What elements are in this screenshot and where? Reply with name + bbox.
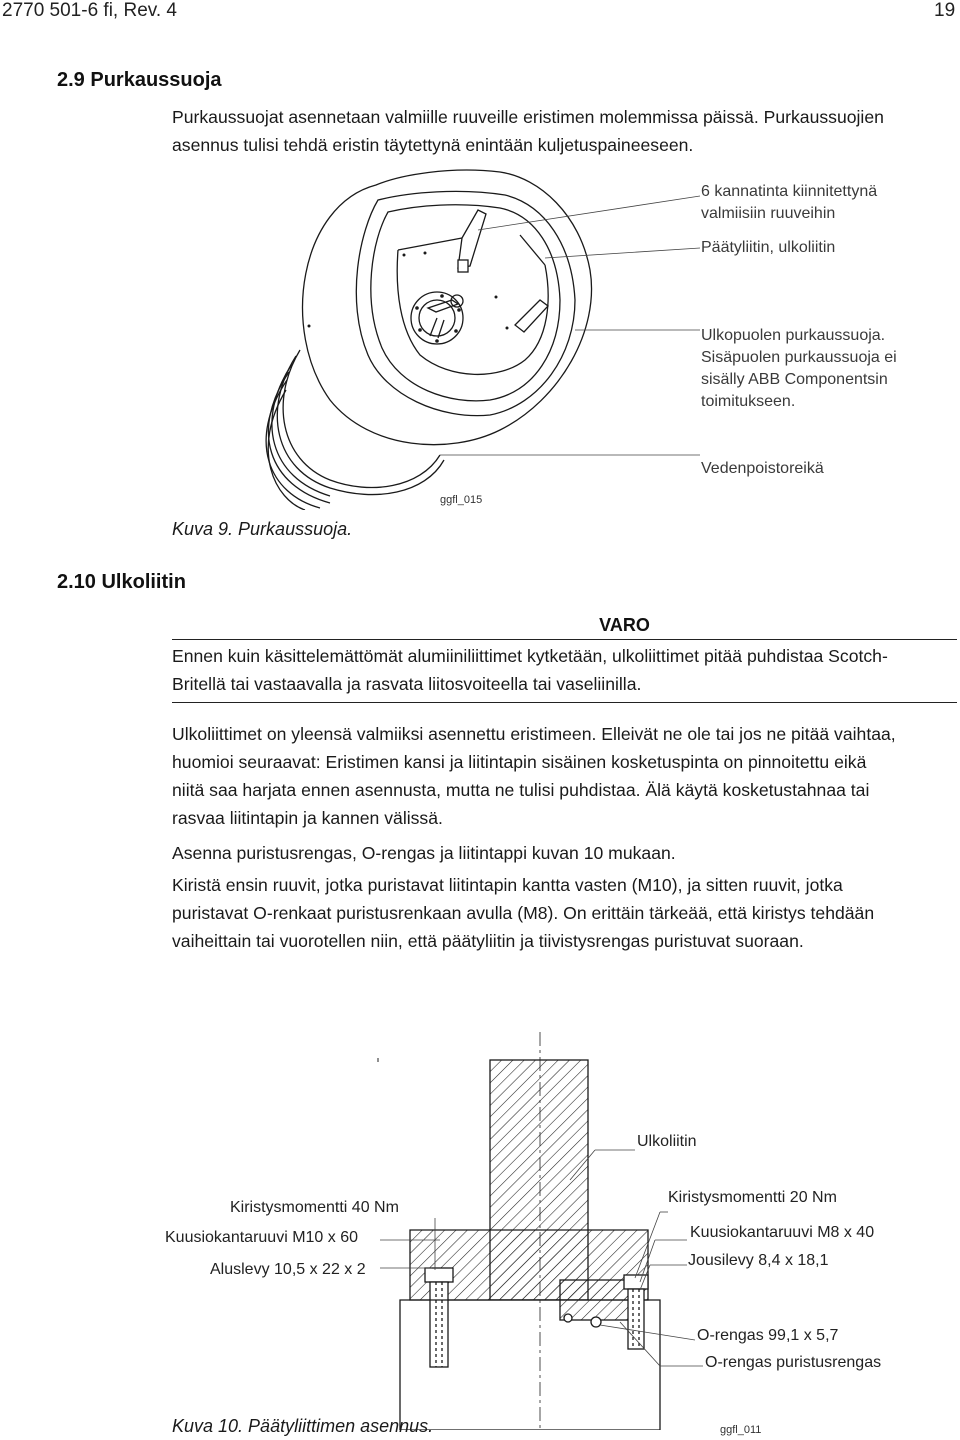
callout-line: valmiisiin ruuveihin <box>701 205 836 222</box>
callout-line: toimitukseen. <box>701 393 796 410</box>
paragraph-line: Ulkoliittimet on yleensä valmiiksi asennettu eristimeen. Elleivät ne ole tai jos ne pitää vaihtaa, <box>172 724 896 744</box>
label-screw-m10: Kuusiokantaruuvi M10 x 60 <box>165 1229 358 1246</box>
paragraph-line: puristavat O-renkaat puristusrenkaan avulla (M8). On erittäin tärkeää, että kiristys tehdään <box>172 903 875 923</box>
warning-line: Britellä tai vastaavalla ja rasvata liitosvoiteella tai vaseliinilla. <box>172 674 642 694</box>
figure-10-code: ggfl_011 <box>720 1424 762 1436</box>
section-heading-2-9: 2.9 Purkaussuoja <box>57 69 222 91</box>
label-o-ring: O-rengas 99,1 x 5,7 <box>697 1327 839 1344</box>
paragraph-line: rasvaa liitintapin ja kannen välissä. <box>172 808 443 828</box>
section-heading-2-10: 2.10 Ulkoliitin <box>57 571 186 593</box>
figure-10-caption: Kuva 10. Päätyliittimen asennus. <box>172 1416 434 1436</box>
label-washer: Aluslevy 10,5 x 22 x 2 <box>210 1261 366 1278</box>
paragraph-line: Purkaussuojat asennetaan valmiille ruuveille eristimen molemmissa päissä. Purkaussuojien <box>172 107 884 127</box>
label-spring-washer: Jousilevy 8,4 x 18,1 <box>688 1252 829 1269</box>
label-torque-20: Kiristysmomentti 20 Nm <box>668 1189 837 1206</box>
callout-line: Ulkopuolen purkaussuoja. <box>701 327 886 344</box>
callout-line: sisälly ABB Componentsin <box>701 371 888 388</box>
paragraph-line: Kiristä ensin ruuvit, jotka puristavat liitintapin kantta vasten (M10), ja sitten ruuvit, jotka <box>172 875 843 895</box>
warning-title: VARO <box>599 615 650 635</box>
label-screw-m8: Kuusiokantaruuvi M8 x 40 <box>690 1224 875 1241</box>
paragraph-line: niitä saa harjata ennen asennusta, mutta ne tulisi puhdistaa. Älä käytä kosketustahnaa tai <box>172 780 870 800</box>
paragraph-line: Asenna puristusrengas, O-rengas ja liitintappi kuvan 10 mukaan. <box>172 843 676 863</box>
paragraph-line: huomioi seuraavat: Eristimen kansi ja liitintapin sisäinen kosketuspinta on pinnoitettu eikä <box>172 752 867 772</box>
warning-line: Ennen kuin käsittelemättömät alumiiniliittimet kytketään, ulkoliittimet pitää puhdistaa Scotch- <box>172 646 888 666</box>
callout-line: Päätyliitin, ulkoliitin <box>701 239 836 256</box>
label-ulkoliitin: Ulkoliitin <box>637 1133 697 1150</box>
callout-line: Sisäpuolen purkaussuoja ei <box>701 349 897 366</box>
paragraph-line: asennus tulisi tehdä eristin täytettynä enintään kuljetuspaineeseen. <box>172 135 694 155</box>
callout-line: 6 kannatinta kiinnitettynä <box>701 183 878 200</box>
paragraph-line: vaiheittain tai vuorotellen niin, että päätyliitin ja tiivistysrengas puristuvat suoraan. <box>172 931 804 951</box>
figure-9-caption: Kuva 9. Purkaussuoja. <box>172 519 353 539</box>
page-number: 19 <box>934 0 956 21</box>
label-o-ring-clamp: O-rengas puristusrengas <box>705 1354 882 1371</box>
figure-9-code: ggfl_015 <box>440 494 483 506</box>
document-id: 2770 501-6 fi, Rev. 4 <box>2 0 177 21</box>
callout-line: Vedenpoistoreikä <box>701 460 824 477</box>
label-torque-40: Kiristysmomentti 40 Nm <box>230 1199 399 1216</box>
